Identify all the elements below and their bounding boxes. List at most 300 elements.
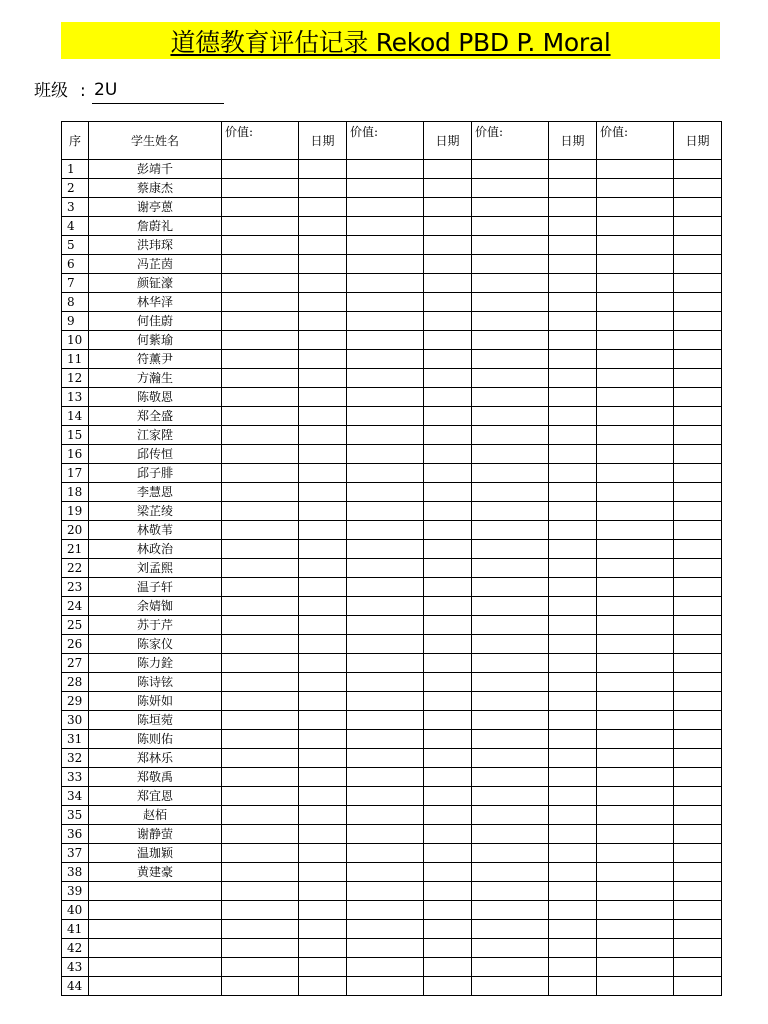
value-cell[interactable] [472,787,549,806]
value-cell[interactable] [597,958,674,977]
date-cell[interactable] [424,768,472,787]
date-cell[interactable] [299,901,347,920]
value-cell[interactable] [472,274,549,293]
date-cell[interactable] [424,958,472,977]
date-cell[interactable] [549,274,597,293]
date-cell[interactable] [674,654,722,673]
date-cell[interactable] [424,350,472,369]
date-cell[interactable] [674,198,722,217]
value-cell[interactable] [597,198,674,217]
value-cell[interactable] [222,255,299,274]
value-cell[interactable] [347,521,424,540]
value-cell[interactable] [347,616,424,635]
value-cell[interactable] [222,825,299,844]
date-cell[interactable] [674,844,722,863]
date-cell[interactable] [299,692,347,711]
value-cell[interactable] [472,616,549,635]
value-cell[interactable] [597,749,674,768]
date-cell[interactable] [299,350,347,369]
date-cell[interactable] [299,730,347,749]
value-cell[interactable] [347,236,424,255]
date-cell[interactable] [674,939,722,958]
value-cell[interactable] [472,255,549,274]
value-cell[interactable] [472,331,549,350]
date-cell[interactable] [424,920,472,939]
value-cell[interactable] [597,160,674,179]
date-cell[interactable] [549,787,597,806]
value-cell[interactable] [222,711,299,730]
value-cell[interactable] [347,882,424,901]
value-cell[interactable] [597,806,674,825]
date-cell[interactable] [674,692,722,711]
date-cell[interactable] [299,502,347,521]
date-cell[interactable] [674,711,722,730]
value-cell[interactable] [597,654,674,673]
date-cell[interactable] [299,616,347,635]
value-cell[interactable] [222,293,299,312]
value-cell[interactable] [347,958,424,977]
date-cell[interactable] [674,521,722,540]
date-cell[interactable] [674,901,722,920]
value-cell[interactable] [347,977,424,996]
value-cell[interactable] [222,939,299,958]
value-cell[interactable] [597,977,674,996]
value-cell[interactable] [222,540,299,559]
value-cell[interactable] [472,388,549,407]
value-cell[interactable] [222,616,299,635]
value-cell[interactable] [472,825,549,844]
value-cell[interactable] [347,673,424,692]
date-cell[interactable] [674,179,722,198]
date-cell[interactable] [424,331,472,350]
date-cell[interactable] [299,198,347,217]
date-cell[interactable] [299,331,347,350]
value-cell[interactable] [472,806,549,825]
date-cell[interactable] [299,464,347,483]
value-cell[interactable] [347,806,424,825]
value-cell[interactable] [597,692,674,711]
date-cell[interactable] [674,825,722,844]
value-cell[interactable] [347,369,424,388]
date-cell[interactable] [424,483,472,502]
date-cell[interactable] [299,407,347,426]
value-cell[interactable] [472,768,549,787]
date-cell[interactable] [299,483,347,502]
value-cell[interactable] [597,521,674,540]
date-cell[interactable] [424,198,472,217]
value-cell[interactable] [222,274,299,293]
value-cell[interactable] [597,369,674,388]
date-cell[interactable] [549,901,597,920]
date-cell[interactable] [549,160,597,179]
date-cell[interactable] [549,844,597,863]
date-cell[interactable] [549,711,597,730]
date-cell[interactable] [674,749,722,768]
date-cell[interactable] [674,920,722,939]
value-cell[interactable] [347,901,424,920]
date-cell[interactable] [674,635,722,654]
value-cell[interactable] [597,217,674,236]
value-cell[interactable] [222,768,299,787]
value-cell[interactable] [472,293,549,312]
value-cell[interactable] [222,806,299,825]
value-cell[interactable] [347,863,424,882]
date-cell[interactable] [299,977,347,996]
date-cell[interactable] [424,217,472,236]
date-cell[interactable] [674,255,722,274]
value-cell[interactable] [347,939,424,958]
date-cell[interactable] [549,445,597,464]
value-cell[interactable] [472,673,549,692]
value-cell[interactable] [347,312,424,331]
value-cell[interactable] [597,616,674,635]
value-cell[interactable] [597,711,674,730]
value-cell[interactable] [472,692,549,711]
date-cell[interactable] [299,711,347,730]
date-cell[interactable] [549,217,597,236]
date-cell[interactable] [549,882,597,901]
value-cell[interactable] [597,939,674,958]
date-cell[interactable] [424,939,472,958]
date-cell[interactable] [674,464,722,483]
value-cell[interactable] [222,863,299,882]
date-cell[interactable] [549,293,597,312]
value-cell[interactable] [472,749,549,768]
date-cell[interactable] [424,711,472,730]
date-cell[interactable] [549,331,597,350]
date-cell[interactable] [549,806,597,825]
value-cell[interactable] [347,920,424,939]
date-cell[interactable] [549,578,597,597]
date-cell[interactable] [549,255,597,274]
value-cell[interactable] [347,217,424,236]
date-cell[interactable] [549,654,597,673]
value-cell[interactable] [222,635,299,654]
value-cell[interactable] [597,559,674,578]
class-value[interactable]: 2U [92,78,224,104]
date-cell[interactable] [299,160,347,179]
value-cell[interactable] [222,787,299,806]
date-cell[interactable] [674,730,722,749]
value-cell[interactable] [597,407,674,426]
date-cell[interactable] [674,407,722,426]
value-cell[interactable] [222,179,299,198]
date-cell[interactable] [549,920,597,939]
value-cell[interactable] [472,844,549,863]
date-cell[interactable] [549,635,597,654]
date-cell[interactable] [549,483,597,502]
date-cell[interactable] [424,692,472,711]
date-cell[interactable] [424,597,472,616]
value-cell[interactable] [347,597,424,616]
value-cell[interactable] [472,521,549,540]
value-cell[interactable] [347,426,424,445]
value-cell[interactable] [222,521,299,540]
value-cell[interactable] [597,825,674,844]
date-cell[interactable] [674,863,722,882]
value-cell[interactable] [597,236,674,255]
date-cell[interactable] [299,274,347,293]
date-cell[interactable] [549,350,597,369]
date-cell[interactable] [674,673,722,692]
value-cell[interactable] [597,350,674,369]
value-cell[interactable] [597,255,674,274]
date-cell[interactable] [299,312,347,331]
date-cell[interactable] [549,407,597,426]
date-cell[interactable] [424,426,472,445]
date-cell[interactable] [299,540,347,559]
date-cell[interactable] [424,388,472,407]
date-cell[interactable] [549,502,597,521]
value-cell[interactable] [597,179,674,198]
date-cell[interactable] [424,825,472,844]
value-cell[interactable] [347,578,424,597]
value-cell[interactable] [472,958,549,977]
value-cell[interactable] [222,198,299,217]
date-cell[interactable] [299,635,347,654]
value-cell[interactable] [472,578,549,597]
date-cell[interactable] [424,160,472,179]
value-cell[interactable] [347,293,424,312]
date-cell[interactable] [299,749,347,768]
date-cell[interactable] [549,369,597,388]
value-cell[interactable] [222,445,299,464]
date-cell[interactable] [549,692,597,711]
value-cell[interactable] [347,350,424,369]
value-cell[interactable] [347,540,424,559]
date-cell[interactable] [549,559,597,578]
value-cell[interactable] [472,198,549,217]
date-cell[interactable] [674,559,722,578]
value-cell[interactable] [472,464,549,483]
date-cell[interactable] [424,293,472,312]
date-cell[interactable] [549,863,597,882]
date-cell[interactable] [549,977,597,996]
date-cell[interactable] [299,825,347,844]
value-cell[interactable] [347,179,424,198]
value-cell[interactable] [597,540,674,559]
date-cell[interactable] [424,654,472,673]
value-cell[interactable] [597,635,674,654]
date-cell[interactable] [424,369,472,388]
date-cell[interactable] [674,445,722,464]
value-cell[interactable] [222,882,299,901]
value-cell[interactable] [597,597,674,616]
value-cell[interactable] [472,635,549,654]
date-cell[interactable] [549,540,597,559]
date-cell[interactable] [674,236,722,255]
value-cell[interactable] [347,198,424,217]
value-cell[interactable] [347,844,424,863]
date-cell[interactable] [299,939,347,958]
date-cell[interactable] [549,521,597,540]
value-cell[interactable] [222,730,299,749]
date-cell[interactable] [549,179,597,198]
date-cell[interactable] [299,559,347,578]
date-cell[interactable] [674,806,722,825]
value-cell[interactable] [347,464,424,483]
date-cell[interactable] [424,407,472,426]
value-cell[interactable] [347,559,424,578]
date-cell[interactable] [424,255,472,274]
date-cell[interactable] [299,578,347,597]
value-cell[interactable] [222,749,299,768]
date-cell[interactable] [299,654,347,673]
date-cell[interactable] [299,958,347,977]
value-cell[interactable] [472,901,549,920]
value-cell[interactable] [472,711,549,730]
value-cell[interactable] [347,274,424,293]
value-cell[interactable] [472,179,549,198]
date-cell[interactable] [424,616,472,635]
date-cell[interactable] [424,445,472,464]
date-cell[interactable] [674,160,722,179]
value-cell[interactable] [347,502,424,521]
date-cell[interactable] [549,426,597,445]
value-cell[interactable] [472,236,549,255]
date-cell[interactable] [674,958,722,977]
value-cell[interactable] [472,160,549,179]
date-cell[interactable] [299,255,347,274]
date-cell[interactable] [424,882,472,901]
date-cell[interactable] [674,274,722,293]
value-cell[interactable] [347,445,424,464]
value-cell[interactable] [222,160,299,179]
date-cell[interactable] [549,464,597,483]
value-cell[interactable] [472,882,549,901]
value-cell[interactable] [222,388,299,407]
date-cell[interactable] [299,236,347,255]
date-cell[interactable] [674,426,722,445]
date-cell[interactable] [674,977,722,996]
value-cell[interactable] [472,559,549,578]
value-cell[interactable] [472,730,549,749]
value-cell[interactable] [222,654,299,673]
value-cell[interactable] [347,331,424,350]
date-cell[interactable] [424,673,472,692]
date-cell[interactable] [299,597,347,616]
value-cell[interactable] [222,901,299,920]
value-cell[interactable] [222,920,299,939]
date-cell[interactable] [424,863,472,882]
value-cell[interactable] [597,882,674,901]
date-cell[interactable] [299,179,347,198]
date-cell[interactable] [424,559,472,578]
value-cell[interactable] [347,787,424,806]
value-cell[interactable] [472,597,549,616]
value-cell[interactable] [222,407,299,426]
date-cell[interactable] [299,388,347,407]
value-cell[interactable] [597,293,674,312]
value-cell[interactable] [347,388,424,407]
value-cell[interactable] [472,407,549,426]
value-cell[interactable] [222,350,299,369]
value-cell[interactable] [472,977,549,996]
value-cell[interactable] [597,730,674,749]
value-cell[interactable] [597,787,674,806]
value-cell[interactable] [347,407,424,426]
value-cell[interactable] [597,673,674,692]
value-cell[interactable] [222,844,299,863]
value-cell[interactable] [222,483,299,502]
date-cell[interactable] [424,977,472,996]
value-cell[interactable] [472,939,549,958]
value-cell[interactable] [222,673,299,692]
value-cell[interactable] [347,483,424,502]
value-cell[interactable] [597,312,674,331]
date-cell[interactable] [299,844,347,863]
value-cell[interactable] [347,711,424,730]
date-cell[interactable] [674,331,722,350]
date-cell[interactable] [549,312,597,331]
value-cell[interactable] [347,825,424,844]
date-cell[interactable] [674,388,722,407]
value-cell[interactable] [347,635,424,654]
date-cell[interactable] [299,882,347,901]
date-cell[interactable] [424,635,472,654]
date-cell[interactable] [674,597,722,616]
date-cell[interactable] [674,293,722,312]
value-cell[interactable] [222,958,299,977]
value-cell[interactable] [472,863,549,882]
date-cell[interactable] [424,274,472,293]
date-cell[interactable] [674,502,722,521]
value-cell[interactable] [472,654,549,673]
date-cell[interactable] [549,388,597,407]
value-cell[interactable] [597,274,674,293]
value-cell[interactable] [222,977,299,996]
value-cell[interactable] [222,502,299,521]
value-cell[interactable] [222,217,299,236]
value-cell[interactable] [222,426,299,445]
date-cell[interactable] [424,236,472,255]
value-cell[interactable] [222,236,299,255]
date-cell[interactable] [299,920,347,939]
value-cell[interactable] [347,768,424,787]
value-cell[interactable] [472,312,549,331]
date-cell[interactable] [674,540,722,559]
date-cell[interactable] [549,616,597,635]
value-cell[interactable] [597,502,674,521]
value-cell[interactable] [597,426,674,445]
date-cell[interactable] [424,540,472,559]
date-cell[interactable] [549,597,597,616]
value-cell[interactable] [222,464,299,483]
value-cell[interactable] [597,901,674,920]
value-cell[interactable] [222,692,299,711]
date-cell[interactable] [549,749,597,768]
value-cell[interactable] [222,578,299,597]
date-cell[interactable] [674,350,722,369]
date-cell[interactable] [674,616,722,635]
value-cell[interactable] [472,217,549,236]
value-cell[interactable] [347,255,424,274]
date-cell[interactable] [299,768,347,787]
date-cell[interactable] [424,464,472,483]
date-cell[interactable] [674,369,722,388]
value-cell[interactable] [347,749,424,768]
value-cell[interactable] [597,388,674,407]
value-cell[interactable] [222,559,299,578]
date-cell[interactable] [299,787,347,806]
date-cell[interactable] [424,901,472,920]
date-cell[interactable] [424,844,472,863]
value-cell[interactable] [347,692,424,711]
value-cell[interactable] [472,920,549,939]
date-cell[interactable] [549,198,597,217]
value-cell[interactable] [347,730,424,749]
value-cell[interactable] [597,578,674,597]
